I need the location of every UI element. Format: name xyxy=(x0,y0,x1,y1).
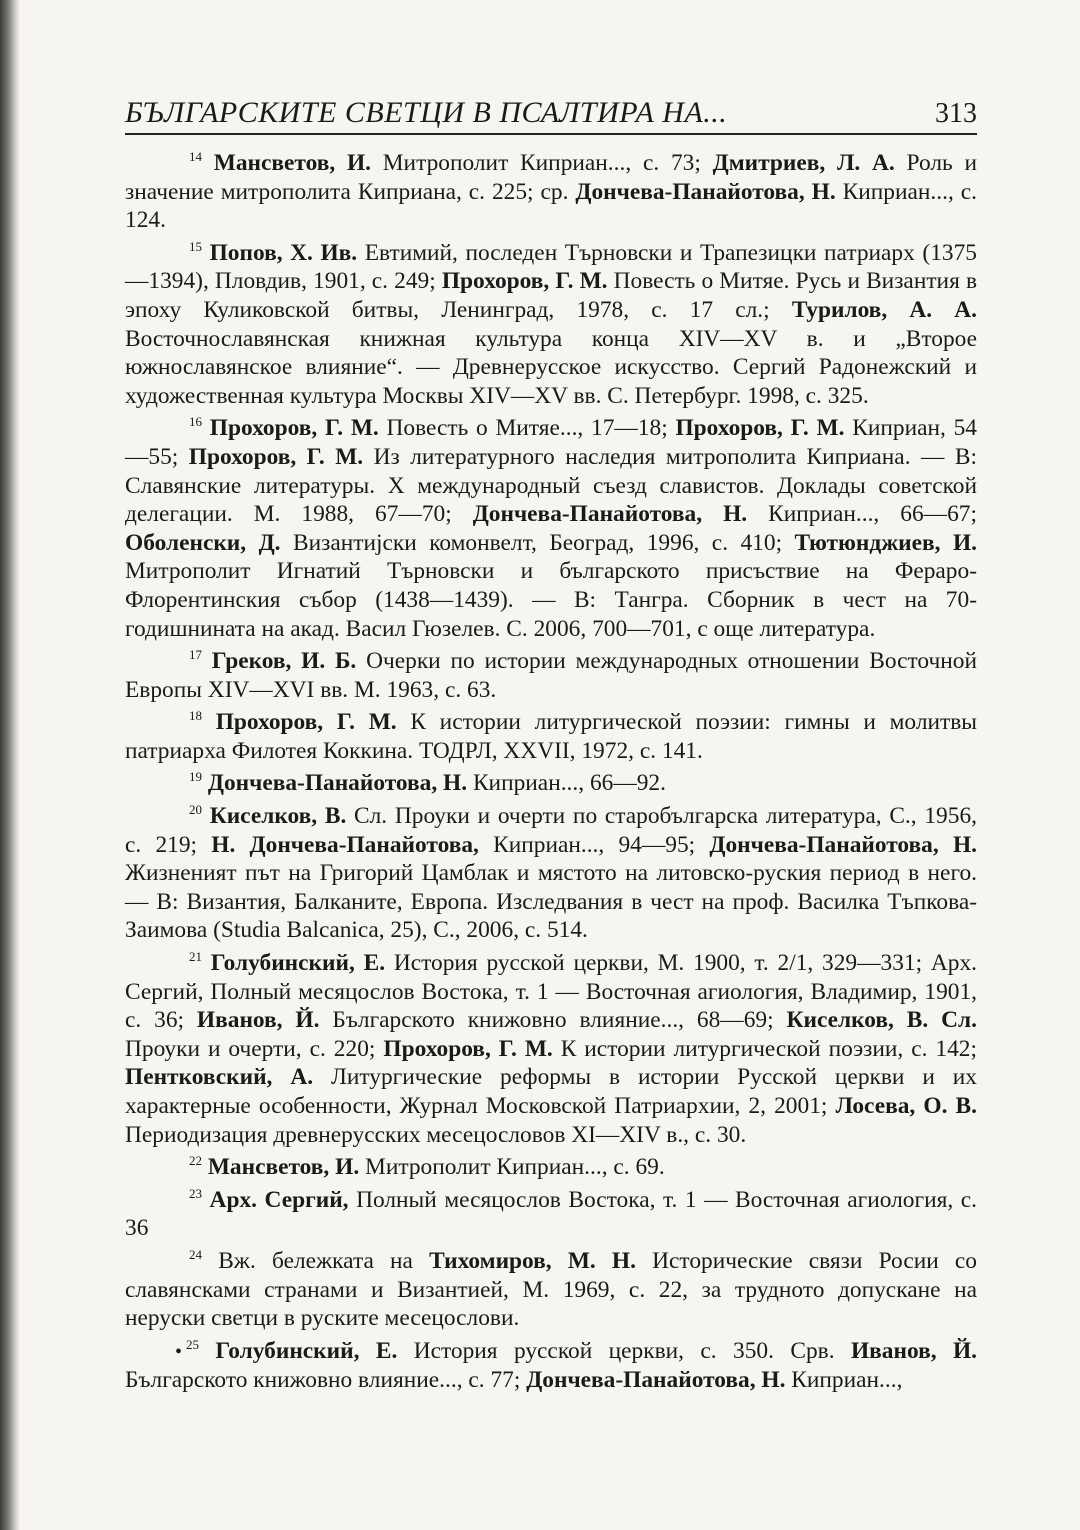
footnote-text: К истории литургической поэзии: гимны и молитвы патриарха Филотея Коккина. ТОДРЛ, XXVII, 1972, с. 141. xyxy=(125,709,977,764)
footnote-text: Българското книжовно влияние..., с. 77; xyxy=(125,1367,527,1394)
footnote-number: 19 xyxy=(189,769,202,785)
footnote-author: Пентковский, А. xyxy=(125,1064,314,1091)
footnote-author: Греков, И. Б. xyxy=(211,648,357,675)
footnote-14 xyxy=(125,149,977,235)
footnote-author: Голубинский, Е. xyxy=(210,950,386,977)
footnote-text: Киприан..., 94—95; xyxy=(478,831,710,858)
footnote-author: Дончева-Панайотова, Н. xyxy=(526,1367,786,1394)
footnote-25 xyxy=(125,1337,977,1395)
running-title: БЪЛГАРСКИТЕ СВЕТЦИ В ПСАЛТИРА НА... xyxy=(125,96,728,129)
footnote-author: Иванов, Й. xyxy=(196,1007,320,1034)
footnote-text: Проуки и очерти, с. 220; xyxy=(125,1035,384,1062)
footnote-author: Мансветов, И. xyxy=(213,150,371,176)
footnote-number: 23 xyxy=(189,1185,202,1201)
footnote-author: Прохоров, Г. М. xyxy=(383,1035,553,1062)
footnote-text: Митрополит Киприан..., с. 73; xyxy=(371,150,713,176)
footnote-18 xyxy=(125,708,977,765)
footnote-text: Вж. бележката на xyxy=(218,1247,430,1274)
footnote-author: Прохоров, Г. М. xyxy=(675,415,845,442)
footnote-author: Дончева-Панайотова, Н. xyxy=(575,178,836,205)
footnote-text: Полный месяцослов Востока, т. 1 — Восточная агиология, с. 36 xyxy=(125,1186,977,1242)
book-page xyxy=(125,96,977,1399)
footnote-number: 16 xyxy=(189,414,202,430)
footnote-author: Прохоров, Г. М. xyxy=(441,268,608,295)
footnote-text: История русской церкви, с. 350. Срв. xyxy=(397,1337,851,1364)
footnote-22 xyxy=(125,1153,977,1182)
footnote-23 xyxy=(125,1186,977,1243)
footnote-text: Из литературного наследия митрополита Киприана. — В: Славянские литературы. Х международный съезд славистов. Доклады советской делегации. М. 1988, 67—70; xyxy=(125,443,977,528)
footnote-number: 17 xyxy=(189,647,202,663)
footnote-author: Киселков, В. xyxy=(209,803,347,830)
footnote-text: Киприан..., 66—67; xyxy=(747,501,977,528)
footnote-author: Арх. Сергий, xyxy=(209,1186,349,1213)
footnote-number: 20 xyxy=(189,802,202,818)
footnote-text: Митрополит Игнатий Търновски и българското присъствие на Фераро-Флорентинския събор (1438—1439). — В: Тангра. Сборник в чест на 70-годишнината на акад. Васил Гюзелев. С. 2006, 700—701, с още литература. xyxy=(125,558,977,642)
footnote-17 xyxy=(125,647,977,704)
footnote-author: Прохоров, Г. М. xyxy=(188,443,364,470)
footnote-text: Периодизация древнерусских месецословов XI—XIV в., с. 30. xyxy=(125,1121,747,1148)
footnote-author: Тихомиров, М. Н. xyxy=(429,1247,636,1274)
footnote-text: Киприан, 54—55; xyxy=(125,415,977,470)
page-number: 313 xyxy=(935,98,977,129)
footnote-author: Н. Дончева-Панайотова, xyxy=(211,831,479,858)
footnote-author: Оболенски, Д. xyxy=(125,529,281,556)
footnote-text: Литургические реформы в истории Русской церкви и их характерные особенности, Журнал Московской Патриархии, 2, 2001; xyxy=(125,1064,977,1119)
footnote-author: Иванов, Й. xyxy=(850,1337,977,1364)
footnote-24 xyxy=(125,1247,977,1333)
footnote-author: Турилов, А. А. xyxy=(791,296,978,323)
footnote-author: Дончева-Панайотова, Н. xyxy=(207,770,468,797)
footnote-16 xyxy=(125,414,977,643)
footnote-author: Лосева, О. В. xyxy=(835,1093,978,1119)
footnote-text: Българското книжовно влияние..., 68—69; xyxy=(319,1007,787,1034)
footnote-19 xyxy=(125,769,977,798)
footnotes-list xyxy=(125,149,977,1395)
footnote-author: Попов, Х. Ив. xyxy=(209,239,358,266)
footnote-20 xyxy=(125,802,977,945)
footnote-number: 25 xyxy=(186,1336,200,1352)
footnote-text: Роль и значение митрополита Киприана, с. 225; ср. xyxy=(125,150,977,205)
footnote-author: Киселков, В. Сл. xyxy=(786,1007,977,1034)
footnote-text: Киприан..., 66—92. xyxy=(467,770,666,797)
footnote-number: 24 xyxy=(189,1246,202,1262)
footnote-text: К истории литургической поэзии, с. 142; xyxy=(552,1035,977,1062)
footnote-text: Восточнославянская книжная культура конца XIV—XV в. и „Второе южнославянское влияние“. — Древнерусское искусство. Сергий Радонежский и художественная культура Москвы XIV—XV вв. С. Петербург. 1998, с. 325. xyxy=(125,325,977,409)
footnote-21 xyxy=(125,949,977,1149)
footnote-text: Повесть о Митяе..., 17—18; xyxy=(378,415,676,442)
footnote-number: 18 xyxy=(189,708,202,724)
footnote-text: Сл. Проуки и очерти по старобългарска литература, С., 1956, с. 219; xyxy=(125,803,977,858)
footnote-number: 21 xyxy=(189,949,202,965)
footnote-author: Мансветов, И. xyxy=(207,1154,360,1181)
footnote-author: Дмитриев, Л. А. xyxy=(712,150,895,176)
footnote-text: Митрополит Киприан..., с. 69. xyxy=(359,1154,665,1181)
footnote-text: Евтимий, последен Търновски и Трапезицки патриарх (1375—1394), Пловдив, 1901, с. 249; xyxy=(125,239,977,295)
running-header xyxy=(125,96,977,135)
footnote-number: 14 xyxy=(189,149,202,164)
footnote-author: Дончева-Панайотова, Н. xyxy=(709,831,977,858)
footnote-text: Очерки по истории международных отношении Восточной Европы XIV—XVI вв. М. 1963, с. 63. xyxy=(125,648,977,703)
footnote-author: Прохоров, Г. М. xyxy=(209,415,379,442)
bullet-mark: • xyxy=(175,1340,183,1363)
footnote-author: Голубинский, Е. xyxy=(215,1337,398,1364)
book-spine-shadow xyxy=(0,0,20,1530)
footnote-author: Тютюнджиев, И. xyxy=(794,529,977,556)
footnote-text: Жизненият път на Григорий Цамблак и мястото на литовско-руския период в него. — В: Византия, Балканите, Европа. Изследвания в чест на проф. Василка Тъпкова-Заимова (Studia Balcanica, 25), С., 2006, с. 514. xyxy=(125,860,977,944)
footnote-number: 15 xyxy=(189,238,202,254)
footnote-text: Киприан..., xyxy=(785,1367,903,1394)
footnote-text: Исторические связи Росии со славянсками странами и Византией, М. 1969, с. 22, за трудното допускане на неруски светци в руските месецослови. xyxy=(125,1247,977,1332)
footnote-author: Дончева-Панайотова, Н. xyxy=(472,501,748,528)
footnote-text: Повесть о Митяе. Русь и Византия в эпоху Куликовской битвы, Ленинград, 1978, с. 17 сл.; xyxy=(125,268,977,323)
footnote-15 xyxy=(125,239,977,411)
footnote-author: Прохоров, Г. М. xyxy=(215,709,397,736)
footnote-text: Киприан..., с. 124. xyxy=(125,178,977,234)
footnote-text: История русской церкви, М. 1900, т. 2/1, 329—331; Арх. Сергий, Полный месяцослов Востока, т. 1 — Восточная агиология, Владимир, 1901, с. 36; xyxy=(125,950,977,1034)
footnote-text: Византијски комонвелт, Београд, 1996, с. 410; xyxy=(280,529,795,556)
footnote-number: 22 xyxy=(189,1153,202,1169)
